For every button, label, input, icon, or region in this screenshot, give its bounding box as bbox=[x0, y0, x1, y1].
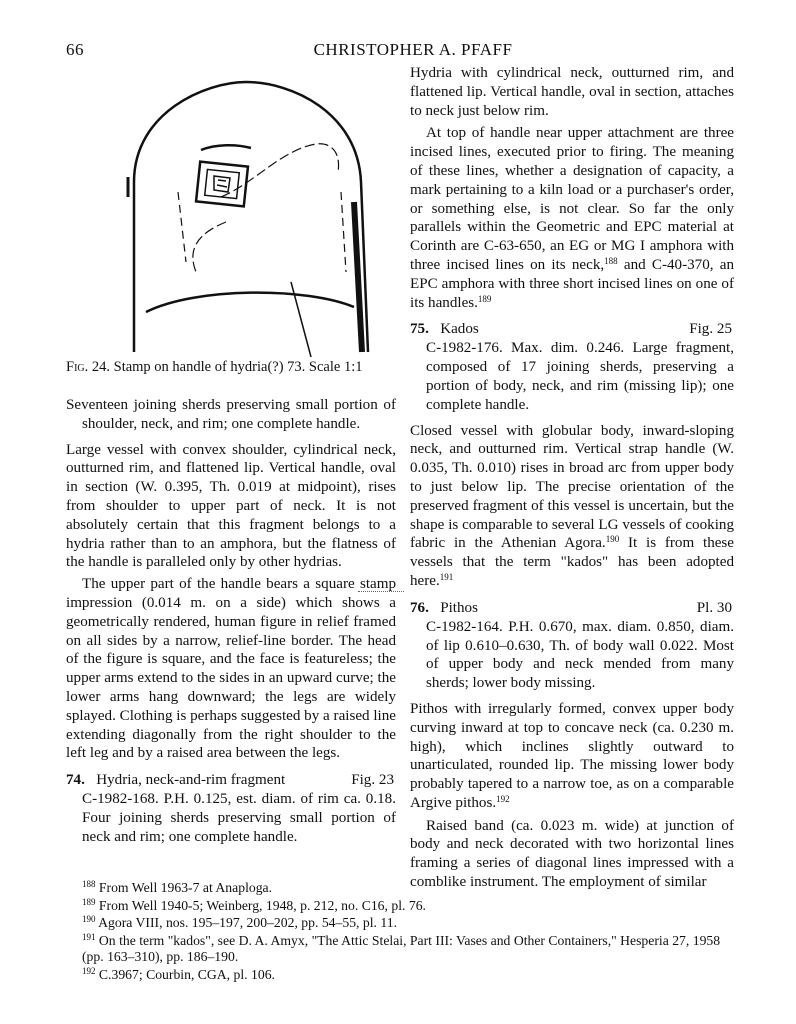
entry-figure-ref: Pl. 30 bbox=[696, 599, 732, 616]
entry-title: Pithos bbox=[440, 599, 478, 616]
footnote bbox=[66, 933, 734, 966]
footnote-ref[interactable]: 191 bbox=[439, 571, 454, 582]
footnote-number: 190 bbox=[82, 914, 96, 925]
entry-number: 75. bbox=[410, 321, 429, 338]
caption-fig-label: Fig bbox=[66, 359, 85, 375]
paragraph-text: and C-40-370, an EPC amphora with three short incised lines on one of its handles. bbox=[410, 256, 734, 311]
footnote-number: 191 bbox=[82, 931, 96, 942]
paragraph-text: It is from these vessels that the term "kados" has been adopted here. bbox=[410, 535, 735, 589]
paragraph-text: At top of handle near upper attachment are three incised lines, executed prior to firing. The meaning of these lines, whether a designation of capacity, a mark pertaining to a kiln load or a purchaser's order, or something else, is not clear. So far the only parallels within the Geometric and EPC material at Corinth are C-63-650, an EG or MG I amphora with three incised lines on its neck, bbox=[410, 125, 734, 273]
footnote-number: 188 bbox=[82, 879, 96, 889]
entry-number: 76. bbox=[410, 599, 429, 616]
entry-number: 74. bbox=[66, 772, 85, 789]
stamp-impression bbox=[196, 162, 248, 207]
entry-75-description: C-1982-176. Max. dim. 0.246. Large fragment, composed of 17 joining sherds, preserving a portion of body, neck, and rim (missing lip); one complete handle. bbox=[426, 340, 734, 413]
caption-text: . 24. Stamp on handle of hydria(?) 73. Scale 1:1 bbox=[84, 359, 363, 375]
footnote bbox=[66, 967, 734, 984]
left-column bbox=[66, 64, 396, 847]
figure-caption bbox=[66, 358, 396, 376]
footnote-number: 192 bbox=[82, 965, 96, 976]
page-number: 66 bbox=[66, 40, 84, 59]
right-column bbox=[410, 64, 734, 892]
footnote-ref[interactable]: 188 bbox=[604, 255, 618, 266]
footnote-ref[interactable]: 192 bbox=[496, 793, 510, 804]
footnote bbox=[66, 898, 734, 915]
footnote-text: Agora VIII, nos. 195–197, 200–202, pp. 54–55, pl. 11. bbox=[95, 915, 397, 931]
paragraph: Large vessel with convex shoulder, cylindrical neck, outturned rim, and flattened lip. Vertical handle, oval in section (W. 0.395, Th. 0.019 at midpoint), rises from shoulder to upper part of neck. It is not absolutely certain that this fragment belongs to a hydria rather than to an amphora, but the flatness of the handle is paralleled only by other hydrias. bbox=[66, 441, 396, 571]
paragraph: Raised band (ca. 0.023 m. wide) at junction of body and neck decorated with two horizontal lines framing a series of diagonal lines impressed with a comblike instrument. The employment of similar bbox=[410, 817, 734, 891]
footnote-text: From Well 1963-7 at Anaploga. bbox=[95, 880, 273, 895]
entry-title: Kados bbox=[440, 321, 479, 338]
footnote bbox=[66, 915, 734, 932]
entry-figure-ref: Fig. 25 bbox=[689, 321, 732, 338]
paragraph: Hydria with cylindrical neck, outturned rim, and flattened lip. Vertical handle, oval in section, attaches to neck just below rim. bbox=[410, 65, 734, 119]
footnote-text: On the term "kados", see D. A. Amyx, "The Attic Stelai, Part III: Vases and Other Containers," Hesperia 27, 1958 (pp. 163–310), pp. 186–190. bbox=[82, 932, 721, 965]
running-title: CHRISTOPHER A. PFAFF bbox=[313, 40, 513, 59]
footnote-ref[interactable]: 190 bbox=[605, 534, 620, 545]
entry-76-description: C-1982-164. P.H. 0.670, max. diam. 0.850, diam. of lip 0.610–0.630, Th. of body wall 0.022. Most of upper body and neck mended from many sherds; lower body missing. bbox=[426, 618, 734, 692]
footnote-ref[interactable]: 189 bbox=[477, 293, 492, 304]
paragraph-text: Pithos with irregularly formed, convex upper body curving inward at top to concave neck (ca. 0.230 m. high), which inclines slightly outward to unarticulated, rounded lip. The missing lower body probably tapered to a narrow toe, as on a comparable Argive pithos. bbox=[410, 700, 734, 811]
paragraph bbox=[410, 124, 734, 312]
entry-75-heading bbox=[410, 320, 734, 339]
figure-24 bbox=[66, 64, 396, 354]
paragraph bbox=[410, 422, 734, 591]
footnote bbox=[66, 880, 734, 897]
hydria-handle-drawing bbox=[106, 72, 396, 357]
paragraph: Seventeen joining sherds preserving small portion of shoulder, neck, and rim; one complete handle. bbox=[66, 397, 396, 432]
entry-74-heading bbox=[66, 771, 396, 790]
footnotes bbox=[66, 880, 734, 985]
entry-76-heading bbox=[410, 599, 734, 618]
footnote-number: 189 bbox=[82, 896, 96, 907]
entry-figure-ref: Fig. 23 bbox=[351, 772, 394, 789]
leader-line bbox=[358, 591, 404, 592]
entry-74-description: C-1982-168. P.H. 0.125, est. diam. of rim ca. 0.18. Four joining sherds preserving small portion of neck and rim; one complete handle. bbox=[82, 791, 396, 845]
entry-title: Hydria, neck-and-rim fragment bbox=[96, 772, 286, 789]
paragraph-text: Closed vessel with globular body, inward-sloping neck, and outturned rim. Vertical strap handle (W. 0.035, Th. 0.010) rises in broad arc from upper body to just below lip. The precise orientation of the preserved fragment of this vessel is uncertain, but the shape is comparable to several LG vessels of cooking fabric in the Athenian Agora. bbox=[410, 422, 734, 552]
paragraph bbox=[410, 700, 734, 813]
paragraph: The upper part of the handle bears a square stamp impression (0.014 m. on a side) which shows a geometrically rendered, human figure in relief framed on all sides by a narrow, relief-line border. The head of the figure is square, and the face is featureless; the upper arms extend to the sides in an upward curve; the lower arms hang downward; the legs are widely splayed. Clothing is perhaps suggested by a raised line extending diagonally from the right shoulder to the left leg and by a raised area between the legs. bbox=[66, 576, 396, 762]
footnote-text: C.3967; Courbin, CGA, pl. 106. bbox=[95, 966, 275, 982]
footnote-text: From Well 1940-5; Weinberg, 1948, p. 212, no. C16, pl. 76. bbox=[95, 897, 426, 913]
